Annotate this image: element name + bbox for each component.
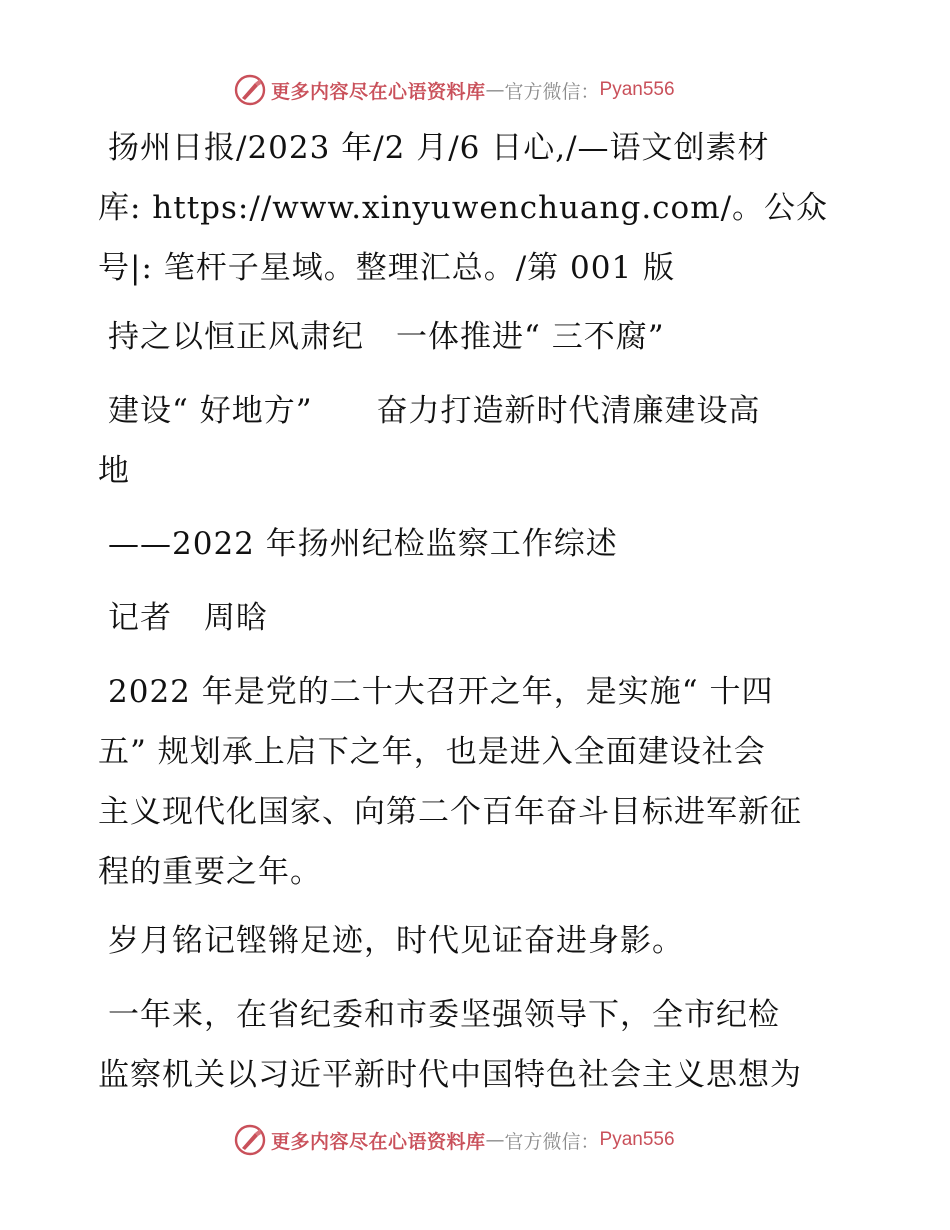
watermark-wechat-id: Pyan556	[599, 1129, 675, 1150]
paragraph-3	[98, 985, 858, 1105]
paragraph-1-line-4: 程的重要之年。	[98, 854, 322, 890]
watermark-wechat-label: 官方微信：	[504, 1130, 600, 1153]
watermark-brand-text: 更多内容尽在心语资料库	[271, 80, 486, 103]
watermark-wechat-id: Pyan556	[599, 79, 675, 100]
source-line-3: 号|: 笔杆子星域。整理汇总。/第 001 版	[98, 250, 676, 286]
watermark-wechat-label: 官方微信：	[504, 80, 600, 103]
paragraph-3-line-2: 监察机关以习近平新时代中国特色社会主义思想为	[98, 1057, 802, 1093]
headline-1: 持之以恒正风肃纪 一体推进“ 三不腐”	[108, 319, 665, 355]
paragraph-2: 岁月铭记铿锵足迹，时代见证奋进身影。	[108, 923, 684, 959]
headline-2	[98, 381, 858, 501]
reporter-byline: 记者 周晗	[108, 600, 268, 636]
watermark-banner-bottom	[233, 1122, 675, 1158]
feather-pen-logo-icon	[233, 73, 267, 107]
source-line-1: 扬州日报/2023 年/2 月/6 日心,/—语文创素材	[108, 130, 770, 166]
headline-2-line-2: 地	[98, 453, 130, 489]
document-source-header	[98, 118, 858, 298]
watermark-brand-text: 更多内容尽在心语资料库	[271, 1130, 486, 1153]
feather-pen-logo-icon	[233, 1123, 267, 1157]
subtitle: ——2022 年扬州纪检监察工作综述	[108, 526, 618, 562]
watermark-dash: —	[485, 1129, 505, 1151]
paragraph-1	[98, 662, 858, 902]
paragraph-1-line-1: 2022 年是党的二十大召开之年，是实施“ 十四	[108, 674, 774, 710]
paragraph-3-line-1: 一年来，在省纪委和市委坚强领导下，全市纪检	[108, 997, 780, 1033]
paragraph-1-line-3: 主义现代化国家、向第二个百年奋斗目标进军新征	[98, 794, 802, 830]
watermark-banner-top	[233, 72, 675, 108]
watermark-dash: —	[485, 79, 505, 101]
source-line-2: 库: https://www.xinyuwenchuang.com/。公众	[98, 190, 829, 226]
paragraph-1-line-2: 五” 规划承上启下之年，也是进入全面建设社会	[98, 734, 766, 770]
headline-2-line-1: 建设“ 好地方” 奋力打造新时代清廉建设高	[108, 393, 761, 429]
